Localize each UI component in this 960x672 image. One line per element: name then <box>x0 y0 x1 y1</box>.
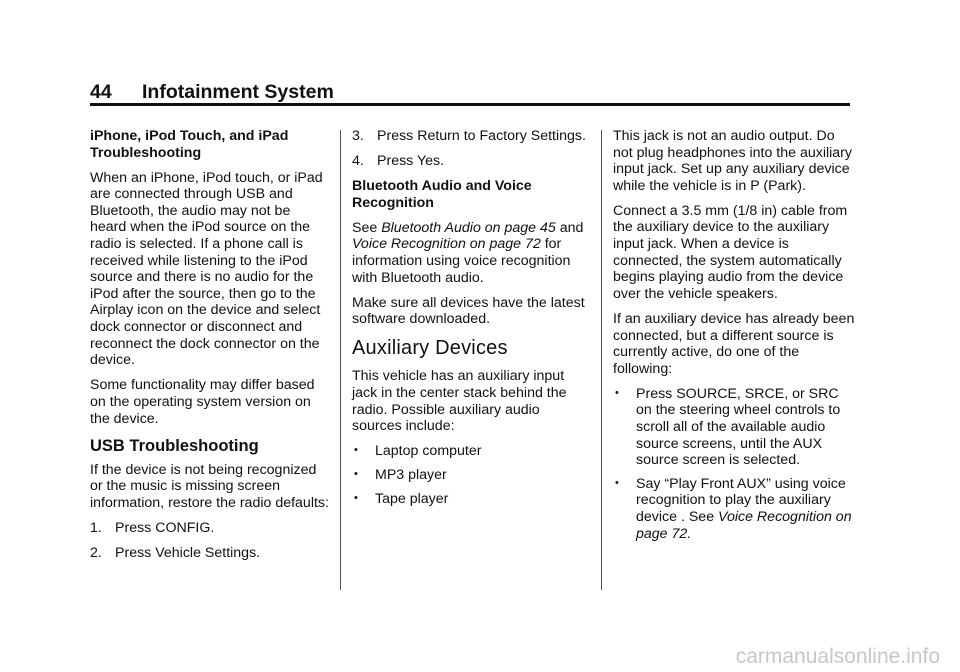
usb-troubleshooting-paragraph: If the device is not being recognized or the music is missing screen information, restore the radio defaults: <box>90 461 329 511</box>
see-suffix: for information using voice recognition with Bluetooth audio. <box>352 236 571 286</box>
bullet-text-prefix: Say “Play Front AUX” using voice recognition to play the auxiliary device . See <box>636 475 846 525</box>
and-text: and <box>555 219 584 236</box>
auxiliary-devices-title: Auxiliary Devices <box>352 337 508 360</box>
column-2 <box>352 128 592 514</box>
bullet-icon: • <box>354 467 358 480</box>
bluetooth-audio-paragraph <box>352 220 592 286</box>
cable-paragraph: Connect a 3.5 mm (1/8 in) cable from the auxiliary device to the auxiliary input jack. When a device is connected, the system automatically begins playing audio from the device over the vehicle speakers. <box>613 202 848 302</box>
see-prefix: See <box>352 219 382 236</box>
bullet-icon: • <box>354 491 358 504</box>
step-number: 3. <box>352 128 364 144</box>
column-3 <box>613 128 858 549</box>
step-text: Press CONFIG. <box>115 519 215 536</box>
list-item-text: Press SOURCE, SRCE, or SRC on the steering wheel controls to scroll all of the available audio source screens, until the AUX source screen is selected. <box>636 385 841 469</box>
step-number: 2. <box>90 544 102 561</box>
step-text: Press Yes. <box>377 153 445 170</box>
step-item <box>352 128 592 145</box>
list-item <box>352 443 592 460</box>
list-item-text: MP3 player <box>375 466 447 483</box>
ipod-troubleshooting-paragraph: When an iPhone, iPod touch, or iPad are connected through USB and Bluetooth, the audio may not be heard when the iPod source on the radio is selected. If a phone call is received while listening to the iPod source and there is no audio for the iPod after the source, then go to the Airplay icon on the device and select dock connector or disconnect and reconnect the dock connector on the device. <box>90 169 323 369</box>
jack-warning-paragraph: This jack is not an audio output. Do not plug headphones into the auxiliary input jack. Set up any auxiliary device while the vehicle is in P (Park). <box>613 128 852 194</box>
list-item-text: Tape player <box>375 490 449 507</box>
page-header <box>90 80 850 104</box>
watermark: carmanualsonline.info <box>735 645 940 668</box>
bullet-icon: • <box>354 444 358 457</box>
software-paragraph: Make sure all devices have the latest software downloaded. <box>352 294 585 328</box>
bullet-icon: • <box>615 476 619 489</box>
list-item-text <box>636 476 858 542</box>
voice-recognition-link[interactable]: Voice Recognition on page 72 <box>352 236 541 253</box>
auxiliary-paragraph: This vehicle has an auxiliary input jack in the center stack behind the radio. Possible auxiliary audio sources include: <box>352 368 567 435</box>
list-item <box>352 467 592 484</box>
header-rule <box>90 103 850 106</box>
page-title: Infotainment System <box>142 81 334 103</box>
list-item <box>352 491 592 508</box>
already-connected-paragraph: If an auxiliary device has already been connected, but a different source is currently active, do one of the following: <box>613 310 855 377</box>
functionality-paragraph: Some functionality may differ based on the operating system version on the device. <box>90 377 315 427</box>
column-divider-2 <box>601 130 602 590</box>
step-item <box>352 153 592 170</box>
step-item <box>90 545 330 562</box>
list-item-text: Laptop computer <box>375 443 482 460</box>
step-text: Press Return to Factory Settings. <box>377 128 586 144</box>
step-number: 4. <box>352 153 364 170</box>
ipod-troubleshooting-heading: iPhone, iPod Touch, and iPad Troubleshooting <box>90 128 289 161</box>
bullet-icon: • <box>615 386 619 399</box>
bluetooth-audio-heading: Bluetooth Audio and Voice Recognition <box>352 178 532 211</box>
page-number: 44 <box>90 81 112 103</box>
list-item <box>613 476 858 542</box>
usb-troubleshooting-title: USB Troubleshooting <box>90 436 259 455</box>
list-item <box>613 386 858 469</box>
step-text: Press Vehicle Settings. <box>115 544 261 561</box>
bluetooth-audio-link[interactable]: Bluetooth Audio on page 45 <box>381 219 556 236</box>
voice-recognition-link[interactable]: Voice Recognition on page 72. <box>636 508 852 542</box>
step-number: 1. <box>90 519 102 536</box>
column-1 <box>90 128 330 570</box>
column-divider-1 <box>340 130 341 590</box>
step-item <box>90 520 330 537</box>
